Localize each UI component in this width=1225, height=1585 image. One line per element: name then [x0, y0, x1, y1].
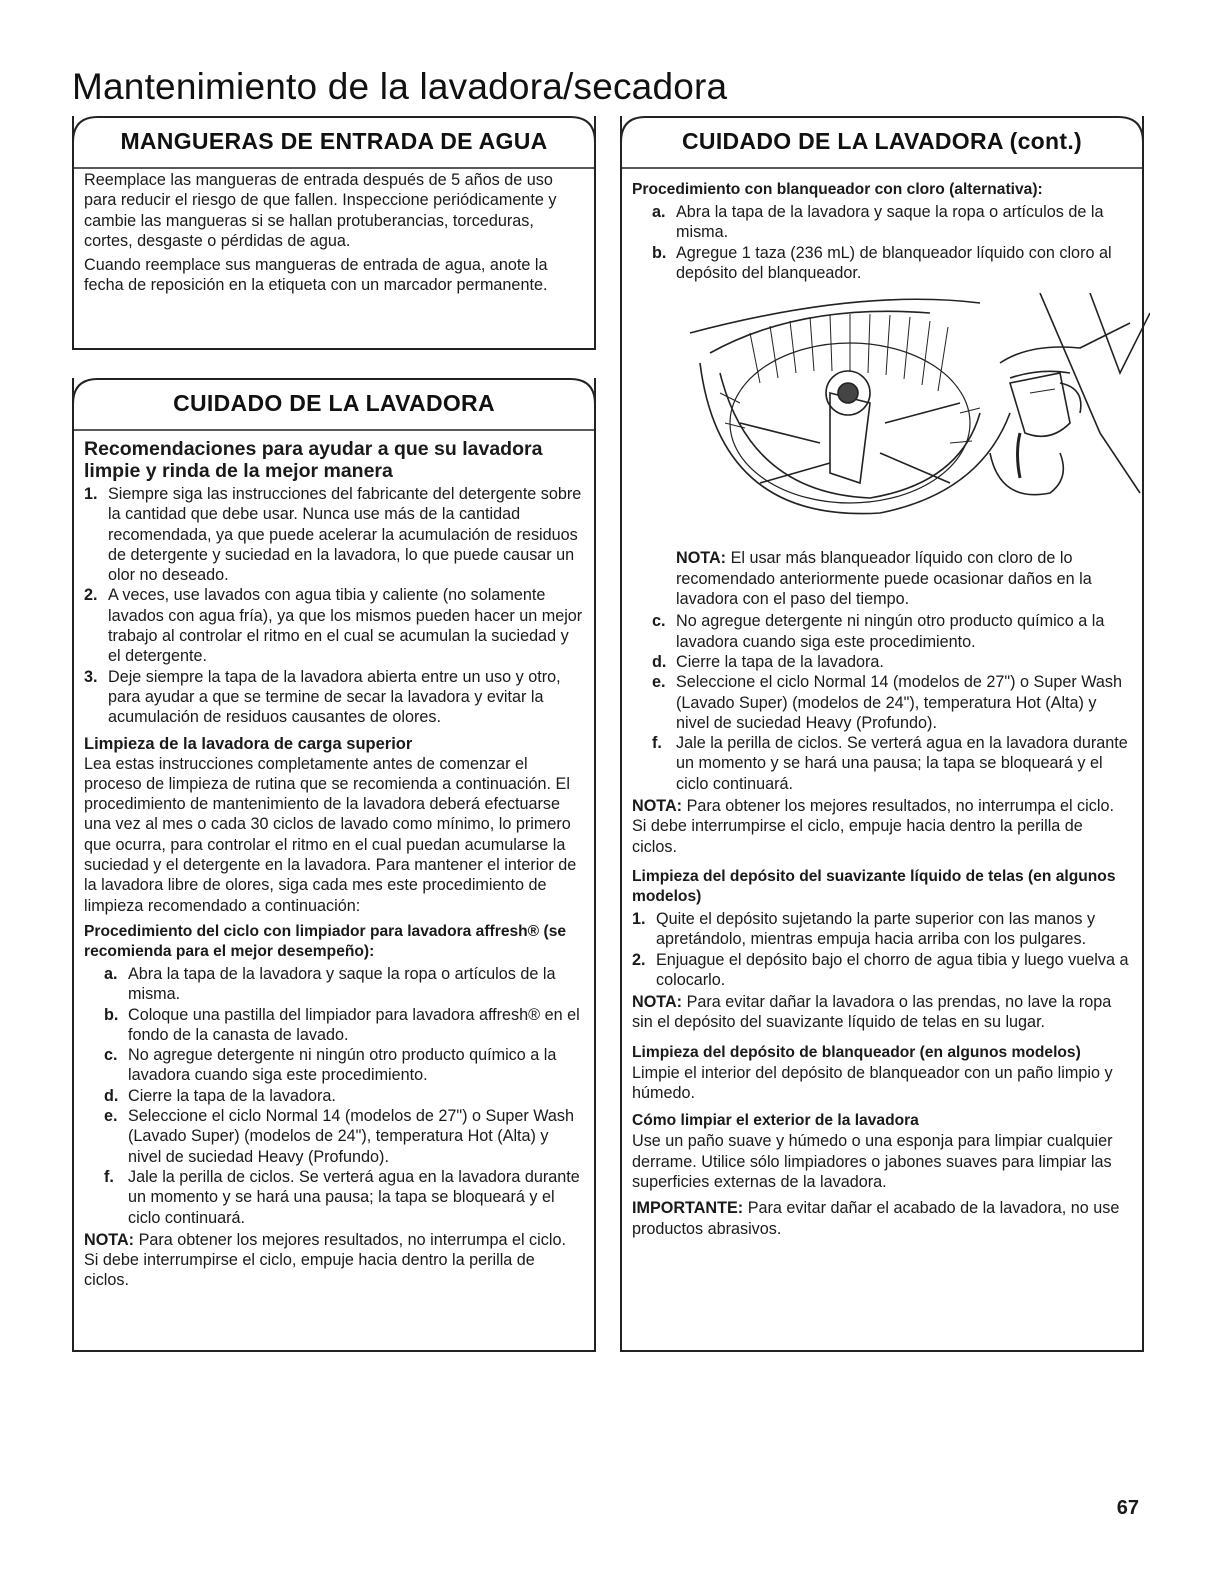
- list-item: [84, 1106, 584, 1167]
- section-header: [622, 116, 1142, 168]
- list-text: Siempre siga las instrucciones del fabricante del detergente sobre la cantidad que debe usar. Nunca use más de la cantidad recomendada, ya que puede acelerar la acumulación de residuos de detergente y suciedad en la lavadora, lo que puede causar un olor no deseado.: [108, 485, 582, 585]
- section-header: [74, 116, 594, 168]
- list-marker: e.: [104, 1107, 118, 1126]
- note-text: Para evitar dañar la lavadora o las prendas, no lave la ropa sin el depósito del suavizante líquido de telas en su lugar.: [632, 993, 1112, 1032]
- list-text: Seleccione el ciclo Normal 14 (modelos de 27") o Super Wash (Lavado Super) (modelos de 24"), temperatura Hot (Alta) y nivel de suciedad Heavy (Profundo).: [676, 673, 1123, 732]
- list-item: [84, 1167, 584, 1228]
- bleach-cycle-note: [632, 796, 1132, 857]
- list-marker: 1.: [84, 485, 98, 503]
- list-text: No agregue detergente ni ningún otro producto químico a la lavadora cuando siga este procedimiento.: [128, 1046, 557, 1085]
- list-text: Cierre la tapa de la lavadora.: [676, 652, 884, 671]
- list-text: Abra la tapa de la lavadora y saque la ropa o artículos de la misma.: [128, 964, 556, 1004]
- list-text: Quite el depósito sujetando la parte superior con las manos y apretándolo, mientras empuja hacia arriba con los pulgares.: [656, 909, 1096, 949]
- bleach-steps-cf: [632, 611, 1132, 794]
- care-section: [72, 378, 596, 1352]
- washer-bleach-pour-illustration-icon: [680, 293, 1150, 533]
- affresh-steps: [84, 964, 584, 1228]
- list-item: [84, 667, 584, 728]
- list-text: Agregue 1 taza (236 mL) de blanqueador líquido con cloro al depósito del blanqueador.: [676, 243, 1112, 282]
- note-text: Para obtener los mejores resultados, no interrumpa el ciclo. Si debe interrumpirse el ciclo, empuje hacia dentro la perilla de ciclos.: [84, 1230, 566, 1290]
- dispenser-heading: Limpieza del depósito de blanqueador (en algunos modelos): [632, 1043, 1081, 1061]
- list-item: [632, 202, 1132, 243]
- affresh-heading: Procedimiento del ciclo con limpiador para lavadora affresh® (se recomienda para el mejor desempeño):: [84, 922, 567, 960]
- page-title: Mantenimiento de la lavadora/secadora: [72, 66, 728, 107]
- list-item: [84, 1005, 584, 1046]
- list-item: [632, 733, 1132, 794]
- list-item: [84, 484, 584, 585]
- list-marker: d.: [652, 652, 667, 671]
- list-text: A veces, use lavados con agua tibia y caliente (no solamente lavados con agua fría), ya que los mismos pueden hacer un mejor trabajo al controlar el ritmo en el cual se acumulan la suciedad y el detergente.: [108, 586, 583, 666]
- section-title: MANGUERAS DE ENTRADA DE AGUA: [120, 128, 548, 154]
- list-marker: c.: [652, 612, 666, 631]
- important-text: Para evitar dañar el acabado de la lavadora, no use productos abrasivos.: [632, 1199, 1120, 1238]
- list-marker: 2.: [632, 950, 646, 969]
- recommendations-list: [84, 484, 584, 728]
- list-marker: d.: [104, 1086, 119, 1105]
- list-text: Cierre la tapa de la lavadora.: [128, 1086, 336, 1105]
- exterior-text: Use un paño suave y húmedo o una esponja para limpiar cualquier derrame. Utilice sólo limpiadores o jabones suaves para limpiar las superficies externas de la lavadora.: [632, 1132, 1113, 1191]
- top-load-text: Lea estas instrucciones completamente antes de comenzar el proceso de limpieza de rutina que se recomienda a continuación. El procedimiento de mantenimiento de la lavadora deberá efectuarse una vez al mes o cada 30 ciclos de lavado como mínimo, lo primero que ocurra, para controlar el ritmo en el cual puedan acumularse la suciedad y el detergente en la lavadora. Para mantener el interior de la lavadora libre de olores, siga cada mes este procedimiento de limpieza recomendado a continuación:: [84, 754, 577, 915]
- dispenser-text: Limpie el interior del depósito de blanqueador con un paño limpio y húmedo.: [632, 1063, 1113, 1103]
- list-text: Seleccione el ciclo Normal 14 (modelos de 27") o Super Wash (Lavado Super) (modelos de 24"), temperatura Hot (Alta) y nivel de suciedad Heavy (Profundo).: [128, 1107, 575, 1166]
- list-marker: e.: [652, 673, 666, 692]
- bleach-steps-ab: [632, 202, 1132, 283]
- list-text: Abra la tapa de la lavadora y saque la ropa o artículos de la misma.: [676, 203, 1104, 242]
- list-marker: b.: [652, 243, 667, 262]
- important-label: IMPORTANTE:: [632, 1199, 744, 1218]
- list-item: [84, 585, 584, 666]
- list-text: Coloque una pastilla del limpiador para lavadora affresh® en el fondo de la canasta de lavado.: [128, 1005, 580, 1044]
- list-text: Deje siempre la tapa de la lavadora abierta entre un uso y otro, para ayudar a que se termine de secar la lavadora y evitar la acumulación de residuos causantes de olores.: [108, 667, 561, 727]
- list-item: [632, 611, 1132, 652]
- list-item: [84, 964, 584, 1005]
- list-text: No agregue detergente ni ningún otro producto químico a la lavadora cuando siga este procedimiento.: [676, 612, 1105, 651]
- list-text: Enjuague el depósito bajo el chorro de agua tibia y luego vuelva a colocarlo.: [656, 950, 1129, 989]
- list-item: [632, 672, 1132, 733]
- list-marker: 3.: [84, 667, 98, 686]
- note-text: El usar más blanqueador líquido con cloro de lo recomendado anteriormente puede ocasionar daños en la lavadora con el paso del tiempo.: [676, 549, 1092, 609]
- section-header: [74, 378, 594, 430]
- care-cont-section: [620, 116, 1144, 1352]
- note-text: Para obtener los mejores resultados, no interrumpa el ciclo. Si debe interrumpirse el ciclo, empuje hacia dentro la perilla de ciclos.: [632, 797, 1114, 856]
- section-body: [632, 180, 1132, 1239]
- paragraph: Cuando reemplace sus mangueras de entrada de agua, anote la fecha de reposición en la etiqueta con un marcador permanente.: [84, 256, 548, 295]
- softener-heading: Limpieza del depósito del suavizante líquido de telas (en algunos modelos): [632, 867, 1116, 905]
- top-load-heading: Limpieza de la lavadora de carga superior: [84, 734, 413, 753]
- note-label: NOTA:: [676, 549, 727, 568]
- list-marker: f.: [104, 1167, 114, 1186]
- care-note: [84, 1230, 584, 1291]
- list-text: Jale la perilla de ciclos. Se verterá agua en la lavadora durante un momento y se hará una pausa; la tapa se bloqueará y el ciclo continuará.: [128, 1167, 580, 1227]
- important-note: [632, 1198, 1132, 1239]
- note-label: NOTA:: [632, 797, 683, 816]
- note-label: NOTA:: [84, 1230, 135, 1249]
- list-marker: f.: [652, 734, 662, 753]
- list-item: [632, 909, 1132, 950]
- paragraph: Reemplace las mangueras de entrada después de 5 años de uso para reducir el riesgo de que fallen. Inspeccione periódicamente y cambie las mangueras si se hallan protuberancias, torceduras, cortes, desgaste o pérdidas de agua.: [84, 171, 557, 250]
- list-marker: c.: [104, 1046, 118, 1065]
- section-title: CUIDADO DE LA LAVADORA: [173, 390, 495, 416]
- softener-steps: [632, 909, 1132, 990]
- list-marker: a.: [104, 964, 118, 983]
- list-item: [84, 1086, 584, 1106]
- list-marker: a.: [652, 203, 666, 221]
- bleach-note: [632, 548, 1132, 609]
- list-marker: 2.: [84, 586, 98, 605]
- list-marker: 1.: [632, 909, 646, 928]
- list-text: Jale la perilla de ciclos. Se verterá agua en la lavadora durante un momento y se hará una pausa; la tapa se bloqueará y el ciclo continuará.: [676, 734, 1128, 793]
- page-number: 67: [1116, 1497, 1139, 1519]
- bleach-heading: Procedimiento con blanqueador con cloro (alternativa):: [632, 181, 1043, 198]
- recommendations-heading: Recomendaciones para ayudar a que su lavadora limpie y rinda de la mejor manera: [84, 438, 543, 482]
- section-body: [84, 170, 584, 298]
- section-body: [84, 434, 584, 1291]
- list-marker: b.: [104, 1005, 119, 1024]
- list-item: [632, 950, 1132, 991]
- list-item: [632, 243, 1132, 284]
- softener-note: [632, 992, 1132, 1033]
- section-title: CUIDADO DE LA LAVADORA (cont.): [682, 128, 1082, 154]
- exterior-heading: Cómo limpiar el exterior de la lavadora: [632, 1112, 919, 1130]
- list-item: [84, 1045, 584, 1086]
- hoses-section: [72, 116, 596, 350]
- list-item: [632, 652, 1132, 672]
- note-label: NOTA:: [632, 993, 683, 1012]
